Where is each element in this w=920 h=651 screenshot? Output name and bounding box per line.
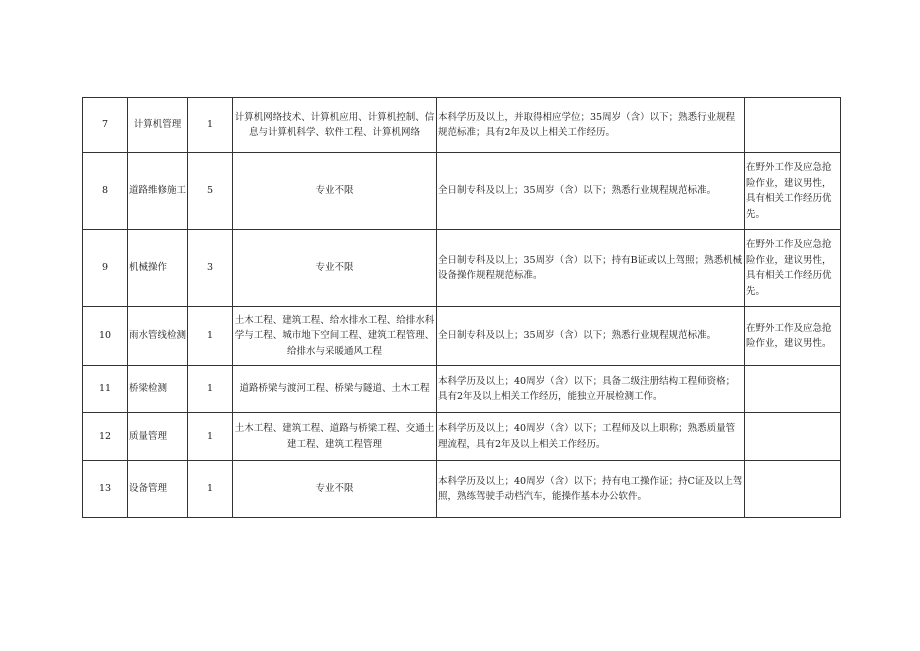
major-requirement: 专业不限 <box>233 461 437 518</box>
position-name: 计算机管理 <box>128 98 188 153</box>
headcount: 1 <box>188 366 233 413</box>
remarks: 在野外工作及应急抢险作业，建议男性，具有相关工作经历优先。 <box>745 153 841 230</box>
headcount: 5 <box>188 153 233 230</box>
qualification-requirement: 本科学历及以上，并取得相应学位；35周岁（含）以下；熟悉行业规程规范标准；具有2年及以上相关工作经历。 <box>437 98 745 153</box>
remarks <box>745 413 841 461</box>
major-requirement: 土木工程、建筑工程、给水排水工程、给排水科学与工程、城市地下空间工程、建筑工程管理、给排水与采暖通风工程 <box>233 307 437 366</box>
qualification-requirement: 本科学历及以上；40周岁（含）以下；持有电工操作证；持C证及以上驾照，熟练驾驶手动档汽车，能操作基本办公软件。 <box>437 461 745 518</box>
table-row <box>83 413 841 461</box>
qualification-requirement: 全日制专科及以上；35周岁（含）以下；熟悉行业规程规范标准。 <box>437 153 745 230</box>
remarks: 在野外工作及应急抢险作业，建议男性。 <box>745 307 841 366</box>
table-row <box>83 98 841 153</box>
position-number: 10 <box>83 307 128 366</box>
recruitment-table <box>82 97 841 518</box>
headcount: 1 <box>188 413 233 461</box>
major-requirement: 计算机网络技术、计算机应用、计算机控制、信息与计算机科学、软件工程、计算机网络 <box>233 98 437 153</box>
major-requirement: 专业不限 <box>233 230 437 307</box>
headcount: 1 <box>188 98 233 153</box>
position-name: 设备管理 <box>128 461 188 518</box>
position-number: 9 <box>83 230 128 307</box>
headcount: 1 <box>188 307 233 366</box>
remarks <box>745 461 841 518</box>
qualification-requirement: 全日制专科及以上；35周岁（含）以下；熟悉行业规程规范标准。 <box>437 307 745 366</box>
table-row <box>83 230 841 307</box>
table-row <box>83 366 841 413</box>
position-number: 12 <box>83 413 128 461</box>
table-row <box>83 153 841 230</box>
qualification-requirement: 全日制专科及以上；35周岁（含）以下；持有B证或以上驾照；熟悉机械设备操作规程规范标准。 <box>437 230 745 307</box>
table-row <box>83 461 841 518</box>
headcount: 3 <box>188 230 233 307</box>
position-name: 道路维修施工 <box>128 153 188 230</box>
position-number: 8 <box>83 153 128 230</box>
position-name: 机械操作 <box>128 230 188 307</box>
qualification-requirement: 本科学历及以上；40周岁（含）以下；工程师及以上职称；熟悉质量管理流程，具有2年及以上相关工作经历。 <box>437 413 745 461</box>
major-requirement: 道路桥梁与渡河工程、桥梁与隧道、土木工程 <box>233 366 437 413</box>
qualification-requirement: 本科学历及以上；40周岁（含）以下；具备二级注册结构工程师资格；具有2年及以上相关工作经历，能独立开展检测工作。 <box>437 366 745 413</box>
remarks <box>745 98 841 153</box>
position-number: 7 <box>83 98 128 153</box>
position-name: 桥梁检测 <box>128 366 188 413</box>
table-row <box>83 307 841 366</box>
headcount: 1 <box>188 461 233 518</box>
position-number: 13 <box>83 461 128 518</box>
remarks: 在野外工作及应急抢险作业，建议男性，具有相关工作经历优先。 <box>745 230 841 307</box>
major-requirement: 土木工程、建筑工程、道路与桥梁工程、交通土建工程、建筑工程管理 <box>233 413 437 461</box>
position-number: 11 <box>83 366 128 413</box>
remarks <box>745 366 841 413</box>
position-name: 雨水管线检测 <box>128 307 188 366</box>
position-name: 质量管理 <box>128 413 188 461</box>
major-requirement: 专业不限 <box>233 153 437 230</box>
